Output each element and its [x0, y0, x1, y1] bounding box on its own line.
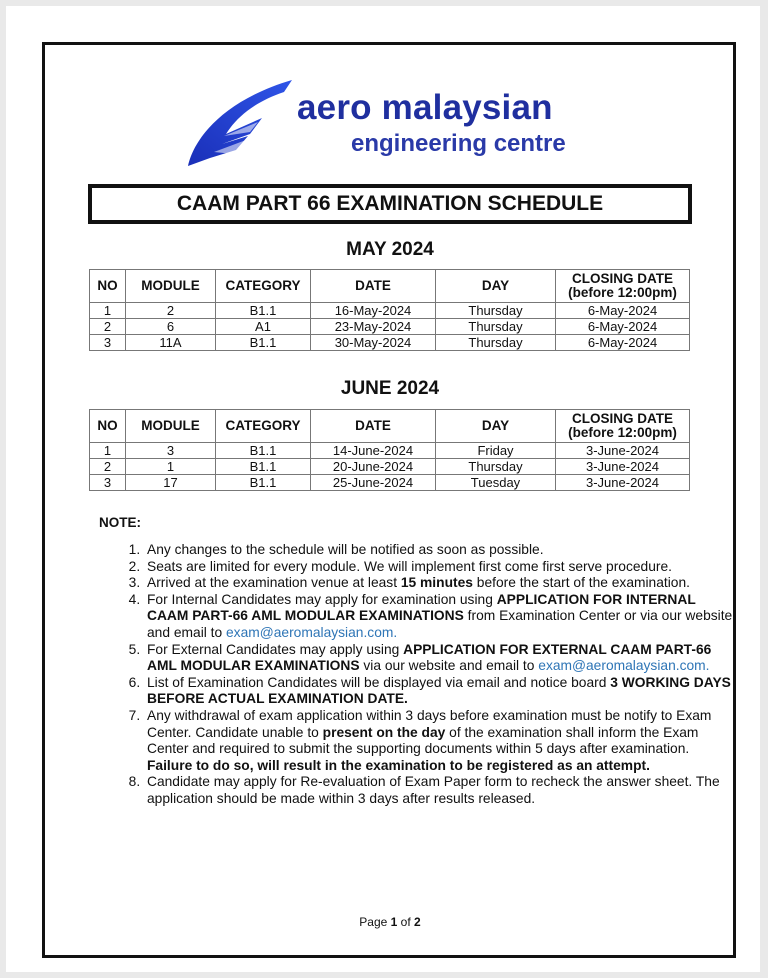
table-row: 1 2 B1.1 16-May-2024 Thursday 6-May-2024: [90, 303, 690, 319]
list-item: 6. List of Examination Candidates will be displayed via email and notice board 3 WORKING DAYS BEFORE ACTUAL EXAMINATION DATE.: [144, 675, 734, 708]
wing-logo-icon: [184, 78, 296, 170]
col-no: NO: [90, 410, 126, 443]
page-number: Page 1 of 2: [359, 915, 421, 929]
page-border: [42, 42, 736, 958]
col-closing-date: CLOSING DATE (before 12:00pm): [556, 270, 690, 303]
list-item: 1. Any changes to the schedule will be notified as soon as possible.: [144, 542, 734, 559]
may-heading: MAY 2024: [346, 239, 434, 260]
col-day: DAY: [436, 410, 556, 443]
table-row: 1 3 B1.1 14-June-2024 Friday 3-June-2024: [90, 443, 690, 459]
notes-list: [94, 542, 734, 808]
note-heading: NOTE:: [99, 515, 141, 530]
table-row: 2 6 A1 23-May-2024 Thursday 6-May-2024: [90, 319, 690, 335]
june-heading: JUNE 2024: [340, 378, 440, 399]
may-schedule-table: [89, 269, 690, 351]
col-module: MODULE: [126, 410, 216, 443]
col-day: DAY: [436, 270, 556, 303]
col-closing-date: CLOSING DATE (before 12:00pm): [556, 410, 690, 443]
email-link[interactable]: exam@aeromalaysian.com.: [226, 624, 398, 640]
list-item: 7. Any withdrawal of exam application within 3 days before examination must be notify to Exam Center. Candidate unable to present on the day of the examination shall inform the Exam Center and required to submit the supporting documents within 5 days after examination. Failure to do so, will result in the examination to be registered as an attempt.: [144, 708, 734, 774]
table-row: 3 17 B1.1 25-June-2024 Tuesday 3-June-2024: [90, 475, 690, 491]
col-category: CATEGORY: [216, 410, 311, 443]
list-item: 5. For External Candidates may apply using APPLICATION FOR EXTERNAL CAAM PART-66 AML MODULAR EXAMINATIONS via our website and email to exam@aeromalaysian.com.: [144, 642, 734, 675]
june-schedule-table: [89, 409, 690, 491]
page-title: CAAM PART 66 EXAMINATION SCHEDULE: [88, 184, 692, 224]
table-header-row: [90, 270, 690, 303]
logo-name: aero malaysian: [297, 88, 553, 127]
company-logo: [184, 78, 614, 170]
table-header-row: [90, 410, 690, 443]
col-category: CATEGORY: [216, 270, 311, 303]
table-row: 2 1 B1.1 20-June-2024 Thursday 3-June-2024: [90, 459, 690, 475]
col-date: DATE: [311, 270, 436, 303]
col-module: MODULE: [126, 270, 216, 303]
list-item: 3. Arrived at the examination venue at least 15 minutes before the start of the examination.: [144, 575, 734, 592]
email-link[interactable]: exam@aeromalaysian.com.: [538, 658, 710, 674]
col-no: NO: [90, 270, 126, 303]
list-item: 2. Seats are limited for every module. We will implement first come first serve procedure.: [144, 559, 734, 576]
table-row: 3 11A B1.1 30-May-2024 Thursday 6-May-2024: [90, 335, 690, 351]
logo-tagline: engineering centre: [351, 130, 566, 157]
list-item: 4. For Internal Candidates may apply for examination using APPLICATION FOR INTERNAL CAAM PART-66 AML MODULAR EXAMINATIONS from Examination Center or via our website and email to exam@aeromalaysian.com.: [144, 592, 734, 642]
col-date: DATE: [311, 410, 436, 443]
list-item: 8. Candidate may apply for Re-evaluation of Exam Paper form to recheck the answer sheet. The application should be made within 3 days after results released.: [144, 774, 734, 807]
document-page: [6, 6, 760, 972]
